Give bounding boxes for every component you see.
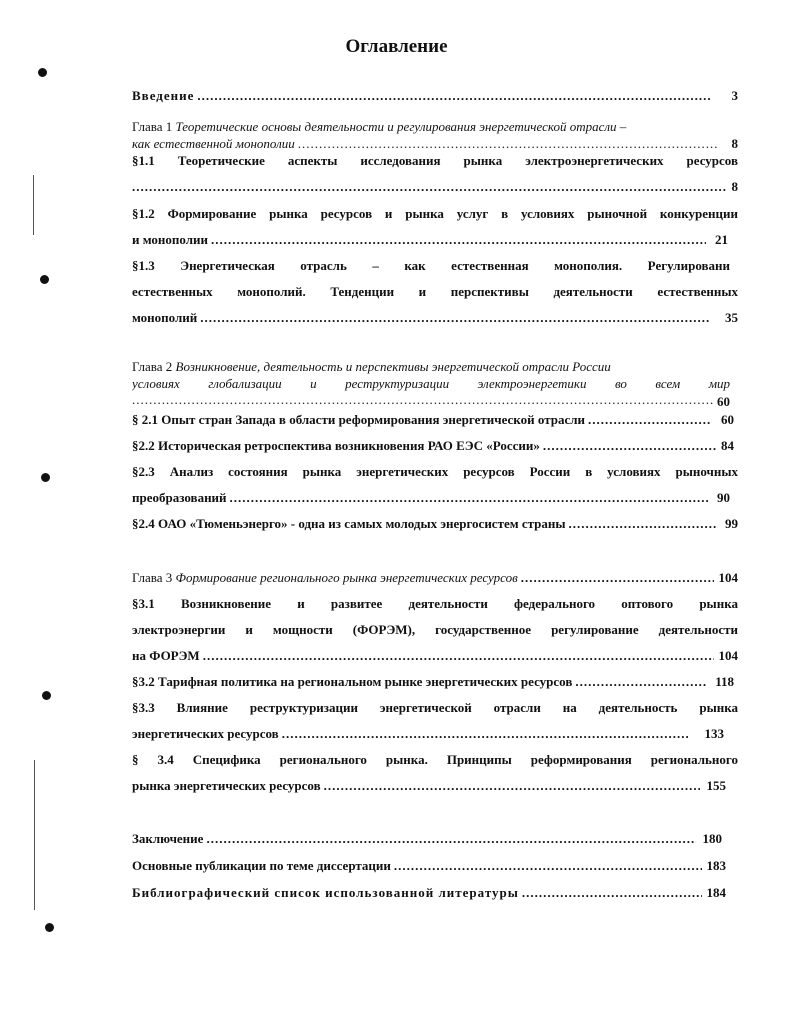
punch-hole-mark [45, 923, 54, 932]
leader-dots [521, 569, 714, 587]
leader-dots [394, 857, 702, 875]
chapter-heading[interactable] [132, 569, 738, 587]
leader-dots [200, 309, 710, 327]
chapter-number: Глава 1 [132, 119, 173, 134]
toc-label: Введение [132, 88, 195, 103]
toc-entry[interactable] [132, 411, 738, 429]
toc-entry[interactable] [132, 231, 738, 249]
toc-label: §2.3 Анализ состояния рынка энергетических ресурсов России в условиях рыночных [132, 464, 738, 479]
toc-entry[interactable] [132, 283, 738, 301]
chapter-title: Теоретические основы деятельности и регулирования энергетической отрасли – [175, 119, 627, 134]
leader-dots [522, 884, 702, 902]
toc-entry[interactable] [132, 309, 738, 327]
toc-entry[interactable] [132, 751, 738, 769]
toc-entry[interactable] [132, 621, 738, 639]
toc-label: Заключение [132, 831, 204, 846]
toc-entry[interactable] [132, 725, 738, 743]
leader-dots [569, 515, 718, 533]
toc-entry[interactable] [132, 87, 738, 105]
leader-dots [575, 673, 706, 691]
leader-dots [206, 830, 695, 848]
leader-dots [588, 411, 710, 429]
leader-dots [211, 231, 706, 249]
toc-label: электроэнергии и мощности (ФОРЭМ), государственное регулирование деятельности [132, 622, 738, 637]
leader-dots [203, 647, 714, 665]
leader-dots [324, 777, 700, 795]
chapter-heading[interactable] [132, 358, 738, 376]
chapter-number: Глава 2 [132, 359, 173, 374]
toc-entry[interactable] [132, 699, 738, 717]
toc-label: §3.1 Возникновение и развитее деятельности федерального оптового рынка [132, 596, 738, 611]
leader-dots [543, 437, 716, 455]
chapter-title: как естественной монополии [132, 136, 295, 151]
toc-entry[interactable] [132, 830, 738, 848]
margin-line [34, 760, 35, 910]
toc-page-number: 180 [702, 831, 722, 846]
toc-entry[interactable] [132, 857, 738, 875]
toc-entry[interactable] [132, 257, 738, 275]
toc-entry[interactable] [132, 884, 738, 902]
toc-entry[interactable] [132, 595, 738, 613]
toc-entry[interactable] [132, 178, 738, 196]
punch-hole-mark [42, 691, 51, 700]
punch-hole-mark [41, 473, 50, 482]
punch-hole-mark [40, 275, 49, 284]
toc-page-number: 90 [717, 490, 730, 505]
toc-page-number: 21 [715, 232, 728, 247]
toc-entry[interactable] [132, 205, 738, 223]
toc-page-number: 133 [704, 726, 724, 741]
toc-page-number: 184 [706, 885, 726, 900]
margin-line [33, 175, 34, 235]
toc-page-number: 35 [725, 310, 738, 325]
leader-dots [197, 87, 710, 105]
toc-page-number: 8 [731, 179, 738, 194]
chapter-title: Формирование регионального рынка энергетических ресурсов [175, 570, 518, 585]
punch-hole-mark [38, 68, 47, 77]
leader-dots [298, 135, 719, 153]
toc-entry[interactable] [132, 437, 738, 455]
toc-entry[interactable] [132, 777, 738, 795]
toc-label: § 2.1 Опыт стран Запада в области реформирования энергетической отрасли [132, 412, 586, 427]
leader-dots [132, 178, 727, 196]
toc-entry[interactable] [132, 463, 738, 481]
toc-entry[interactable] [132, 647, 738, 665]
toc-label: §1.2 Формирование рынка ресурсов и рынка услуг в условиях рыночной конкуренции [132, 206, 738, 221]
toc-page-number: 183 [706, 858, 726, 873]
toc-label: §3.3 Влияние реструктуризации энергетической отрасли на деятельность рынка [132, 700, 738, 715]
toc-label: §1.3 Энергетическая отрасль – как естественная монополия. Регулировани [132, 258, 730, 273]
toc-page-number: 104 [718, 648, 738, 663]
toc-label: монополий [132, 310, 198, 325]
leader-dots [282, 725, 688, 743]
toc-label: рынка энергетических ресурсов [132, 778, 321, 793]
toc-page-number: 60 [713, 393, 738, 411]
toc-page-number: 3 [731, 88, 738, 103]
toc-page-number: 84 [721, 438, 734, 453]
toc-label: энергетических ресурсов [132, 726, 279, 741]
toc-page-number: 118 [715, 674, 734, 689]
page-title: Оглавление [345, 36, 448, 57]
toc-label: Библиографический список использованной литературы [132, 885, 519, 900]
toc-label: §2.2 Историческая ретроспектива возникновения РАО ЕЭС «России» [132, 438, 540, 453]
toc-page-number: 155 [706, 778, 726, 793]
toc-label: Основные публикации по теме диссертации [132, 858, 391, 873]
toc-entry[interactable] [132, 673, 738, 691]
toc-entry[interactable] [132, 135, 738, 153]
chapter-heading[interactable] [132, 118, 738, 136]
toc-label: естественных монополий. Тенденции и перспективы деятельности естественных [132, 284, 738, 299]
chapter-title: Возникновение, деятельность и перспективы энергетической отрасли России [175, 359, 611, 374]
toc-label: §3.2 Тарифная политика на региональном рынке энергетических ресурсов [132, 674, 573, 689]
chapter-number: Глава 3 [132, 570, 173, 585]
chapter-title: условиях глобализации и реструктуризации электроэнергетики во всем мир [132, 376, 730, 391]
toc-entry[interactable] [132, 489, 738, 507]
toc-page-number: 60 [721, 412, 734, 427]
toc-entry[interactable] [132, 393, 738, 411]
toc-label: на ФОРЭМ [132, 648, 200, 663]
toc-label: §2.4 ОАО «Тюменьэнерго» - одна из самых молодых энергосистем страны [132, 516, 566, 531]
toc-page-number: 104 [718, 570, 738, 585]
toc-page-number: 99 [725, 516, 738, 531]
toc-page-number: 8 [731, 136, 738, 151]
toc-label: §1.1 Теоретические аспекты исследования рынка электроэнергетических ресурсов [132, 153, 738, 168]
toc-entry[interactable] [132, 152, 738, 170]
toc-label: § 3.4 Специфика регионального рынка. Принципы реформирования регионального [132, 752, 738, 767]
toc-entry[interactable] [132, 515, 738, 533]
toc-label: и монополии [132, 232, 209, 247]
toc-label: преобразований [132, 490, 227, 505]
leader-dots [230, 489, 708, 507]
